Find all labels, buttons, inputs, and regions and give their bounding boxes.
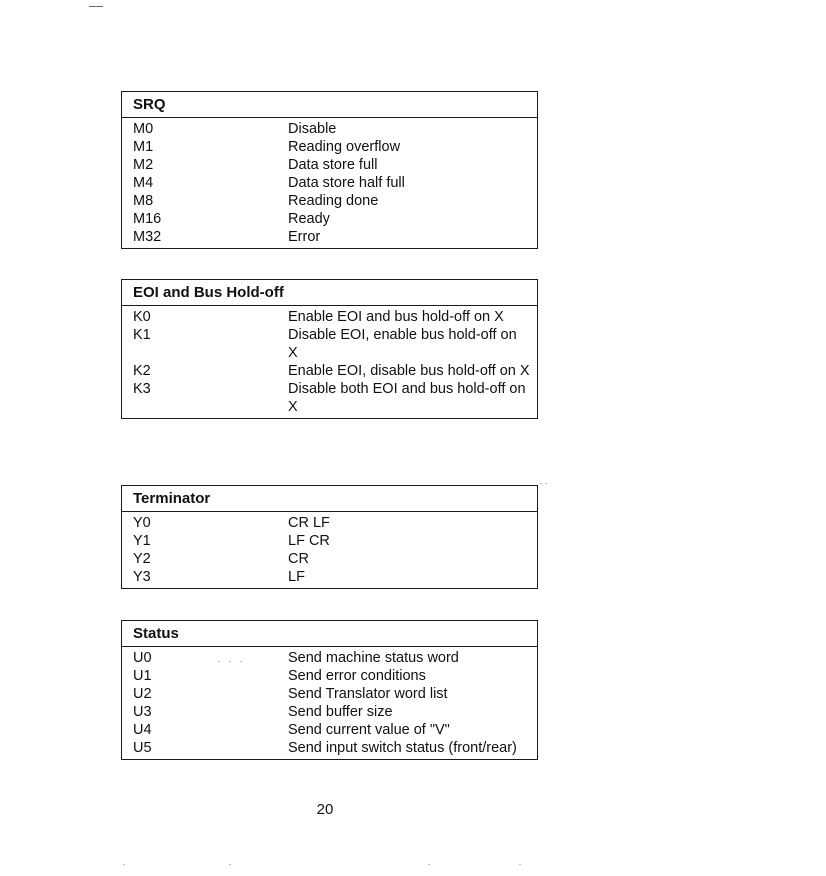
table-row [122, 649, 537, 667]
command-description: Send machine status word [288, 650, 459, 666]
command-description: Data store full [288, 157, 378, 173]
scan-speck [240, 661, 242, 662]
status-table [121, 620, 538, 760]
scan-speck [218, 661, 220, 662]
command-description: Enable EOI and bus hold-off on X [288, 309, 504, 325]
command-code: U2 [133, 686, 152, 702]
table-row [122, 156, 537, 174]
srq-table [121, 91, 538, 249]
table-row [122, 192, 537, 210]
command-description: Send current value of "V" [288, 722, 450, 738]
corner-mark [89, 6, 103, 7]
command-code: K0 [133, 309, 151, 325]
page-number: 20 [316, 801, 334, 818]
command-code: M1 [133, 139, 154, 155]
table-row [122, 703, 537, 721]
command-description: Ready [288, 211, 330, 227]
scan-speck [229, 661, 231, 662]
table-row [122, 532, 537, 550]
table-row [122, 174, 537, 192]
table-row [122, 514, 537, 532]
scan-speck [428, 864, 430, 865]
command-code: Y0 [133, 515, 151, 531]
table-row [122, 568, 537, 586]
command-code: M0 [133, 121, 154, 137]
command-description: LF [288, 569, 305, 585]
command-code: K1 [133, 327, 151, 343]
scan-speck [540, 483, 542, 484]
table-row [122, 380, 537, 416]
command-description: LF CR [288, 533, 330, 549]
table-row [122, 228, 537, 246]
command-code: M8 [133, 193, 154, 209]
scan-speck [545, 483, 547, 484]
scan-speck [229, 864, 231, 865]
eoi-bus-holdoff-table [121, 279, 538, 419]
command-description: Enable EOI, disable bus hold-off on X [288, 363, 530, 379]
command-description: Send input switch status (front/rear) [288, 740, 517, 756]
command-code: K2 [133, 363, 151, 379]
command-code: U4 [133, 722, 152, 738]
command-description: Reading overflow [288, 139, 401, 155]
command-description: Disable EOI, enable bus hold-off on X [288, 327, 517, 361]
command-code: U0 [133, 650, 152, 666]
command-code: M32 [133, 229, 162, 245]
command-description: Data store half full [288, 175, 405, 191]
command-code: M4 [133, 175, 154, 191]
command-code: U5 [133, 740, 152, 756]
table-row [122, 685, 537, 703]
table-row [122, 550, 537, 568]
table-header: Status [122, 621, 537, 647]
command-description: Reading done [288, 193, 379, 209]
command-code: Y2 [133, 551, 151, 567]
terminator-table [121, 485, 538, 589]
table-row [122, 721, 537, 739]
command-code: K3 [133, 381, 151, 397]
scan-speck [519, 864, 521, 865]
command-code: M2 [133, 157, 154, 173]
table-row [122, 326, 537, 362]
command-description: CR [288, 551, 309, 567]
scan-speck [123, 864, 125, 865]
command-code: U1 [133, 668, 152, 684]
table-header: Terminator [122, 486, 537, 512]
command-description: CR LF [288, 515, 330, 531]
table-row [122, 210, 537, 228]
table-row [122, 667, 537, 685]
table-row [122, 739, 537, 757]
command-description: Error [288, 229, 321, 245]
command-description: Disable [288, 121, 337, 137]
command-code: U3 [133, 704, 152, 720]
table-header: EOI and Bus Hold-off [122, 280, 537, 306]
command-code: Y1 [133, 533, 151, 549]
command-code: Y3 [133, 569, 151, 585]
command-description: Send Translator word list [288, 686, 448, 702]
command-description: Send error conditions [288, 668, 426, 684]
table-header: SRQ [122, 92, 537, 118]
table-row [122, 308, 537, 326]
command-description: Disable both EOI and bus hold-off on X [288, 381, 526, 415]
command-description: Send buffer size [288, 704, 393, 720]
table-row [122, 138, 537, 156]
table-row [122, 362, 537, 380]
table-row [122, 120, 537, 138]
command-code: M16 [133, 211, 162, 227]
